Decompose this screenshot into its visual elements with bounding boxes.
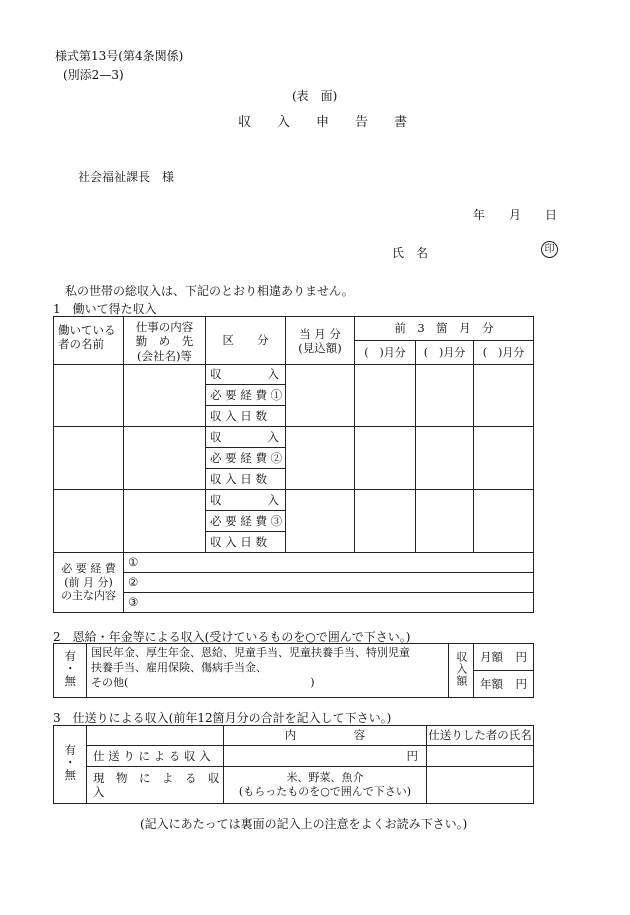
section3-heading: 3 仕送りによる収入(前年12箇月分の合計を記入して下さい。) [53, 711, 392, 725]
expense-content-3-field[interactable]: ③ [124, 593, 534, 613]
side-label: (表 面) [292, 89, 338, 103]
employer-header: 仕事の内容 勤 め 先 (会社名)等 [124, 317, 206, 365]
income-row-label: 収 入 [206, 427, 286, 448]
income-amount-label: 収入額 [449, 644, 474, 698]
worker-name-header: 働いている者の名前 [54, 317, 124, 365]
goods-type-field[interactable]: 米、野菜、魚介 (もらったものを○で囲んで下さい) [224, 767, 427, 804]
income-days-row-label: 収 入 日 数 [206, 532, 286, 553]
pension-types-list[interactable]: 国民年金、厚生年金、恩給、児童手当、児童扶養手当、特別児童 扶養手当、雇用保険、傷病手当金、 その他( ) [87, 644, 449, 698]
worker-1-month-2-field[interactable] [416, 365, 474, 427]
worker-1-month-3-field[interactable] [474, 365, 534, 427]
category-header: 区 分 [206, 317, 286, 365]
date-line: 年 月 日 [473, 208, 558, 222]
worker-1-employer-field[interactable] [124, 365, 206, 427]
current-month-header: 当 月 分 (見込額) [286, 317, 355, 365]
declaration-text: 私の世帯の総収入は、下記のとおり相違ありません。 [65, 284, 354, 298]
worker-1-name-field[interactable] [54, 365, 124, 427]
expenses-row-label: 必 要 経 費 ① [206, 385, 286, 406]
form-number: 様式第13号(第4条関係) [55, 49, 184, 63]
worker-2-name-field[interactable] [54, 427, 124, 490]
addressee: 社会福祉課長 様 [78, 170, 175, 184]
content-header: 内 容 [224, 726, 427, 746]
worker-3-month-1-field[interactable] [355, 490, 416, 553]
worker-3-month-3-field[interactable] [474, 490, 534, 553]
expense-contents-label: 必 要 経 費 (前 月 分) の主な内容 [54, 553, 124, 613]
worker-2-month-2-field[interactable] [416, 427, 474, 490]
applicant-name-label: 氏 名 [392, 246, 429, 260]
income-row-label: 収 入 [206, 490, 286, 511]
attachment-label: (別添2—3) [63, 68, 124, 82]
goods-sender-name-field[interactable] [427, 767, 534, 804]
month-col-3-header: ( )月分 [474, 341, 534, 365]
worker-2-employer-field[interactable] [124, 427, 206, 490]
document-title: 収 入 申 告 書 [238, 115, 408, 130]
expense-content-1-field[interactable]: ① [124, 553, 534, 573]
section1-heading: 1 働いて得た収入 [53, 302, 157, 316]
month-col-1-header: ( )月分 [355, 341, 416, 365]
income-row-label: 収 入 [206, 365, 286, 385]
worker-2-month-1-field[interactable] [355, 427, 416, 490]
income-days-row-label: 収 入 日 数 [206, 406, 286, 427]
remittance-table [53, 725, 534, 804]
monthly-amount-field[interactable]: 月額 円 [474, 644, 534, 671]
pension-yes-no[interactable]: 有・無 [54, 644, 87, 698]
section2-heading: 2 恩給・年金等による収入(受けているものを○で囲んで下さい。) [53, 630, 411, 644]
money-sender-name-field[interactable] [427, 746, 534, 767]
income-days-row-label: 収 入 日 数 [206, 469, 286, 490]
worker-1-month-1-field[interactable] [355, 365, 416, 427]
month-col-2-header: ( )月分 [416, 341, 474, 365]
earned-income-table [53, 316, 534, 613]
expense-content-2-field[interactable]: ② [124, 573, 534, 593]
worker-2-current-field[interactable] [286, 427, 355, 490]
expenses-row-label: 必 要 経 費 ③ [206, 511, 286, 532]
money-remittance-amount-field[interactable]: 円 [224, 746, 427, 767]
sender-name-header: 仕送りした者の氏名 [427, 726, 534, 746]
worker-3-name-field[interactable] [54, 490, 124, 553]
pension-table [53, 643, 534, 698]
expenses-row-label: 必 要 経 費 ② [206, 448, 286, 469]
money-remittance-label: 仕 送 り に よ る 収 入 [87, 746, 224, 767]
seal-mark: 印 [541, 241, 558, 258]
goods-remittance-label: 現 物 に よ る 収 入 [87, 767, 224, 804]
footer-note: (記入にあたっては裏面の記入上の注意をよくお読み下さい。) [140, 817, 468, 831]
previous-3-months-header: 前 3 箇 月 分 [355, 317, 534, 341]
worker-2-month-3-field[interactable] [474, 427, 534, 490]
worker-3-month-2-field[interactable] [416, 490, 474, 553]
worker-3-employer-field[interactable] [124, 490, 206, 553]
worker-1-current-field[interactable] [286, 365, 355, 427]
worker-3-current-field[interactable] [286, 490, 355, 553]
remittance-yes-no[interactable]: 有・無 [54, 726, 87, 804]
yearly-amount-field[interactable]: 年額 円 [474, 671, 534, 698]
